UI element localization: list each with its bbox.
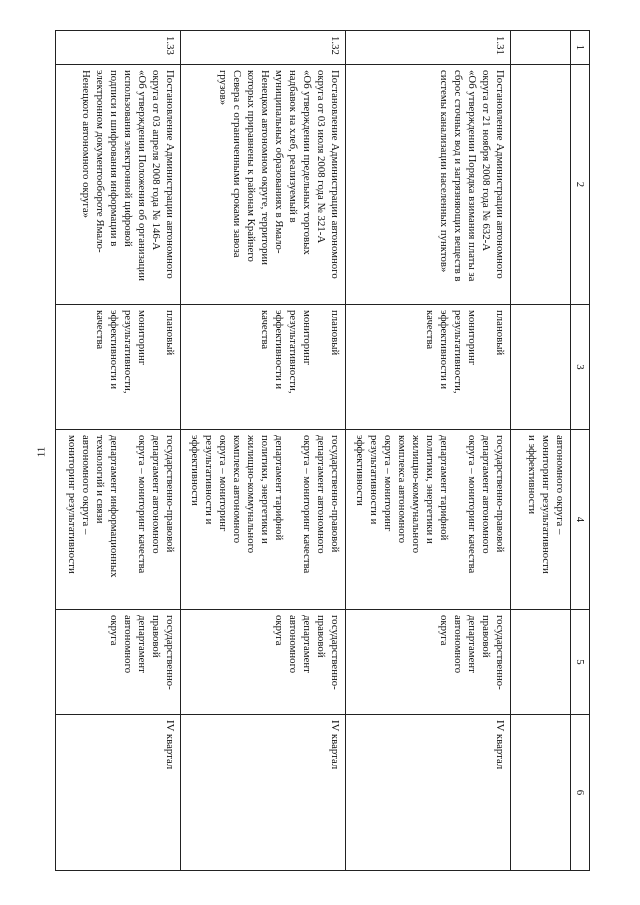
table-row: [346, 31, 511, 871]
deadline-cell: IV квартал: [346, 715, 511, 871]
legal-act-cell: Постановление Администрации автономного округа от 03 апреля 2008 года № 146-А «Об утверждении Положения об организации использования электронной цифровой подписи и шифрования информации в электронном документообороте Ямало- Ненецкого автономного округа»: [56, 65, 181, 305]
responsible-body-cell: государственно-правовой департамент автономного округа – мониторинг качества департамент информационных технологий и связи автономного округа – мониторинг результативности: [56, 430, 181, 610]
table-row: [181, 31, 346, 871]
column-header: 5: [571, 610, 590, 715]
rotated-page-content: [66, 30, 590, 870]
row-number: [511, 31, 571, 65]
monitoring-type-cell: плановый мониторинг результативности, эффективности и качества: [56, 305, 181, 430]
responsible-body-cell: государственно-правовой департамент автономного округа – мониторинг качества департамент тарифной политики, энергетики и жилищно-коммунального комплекса автономного округа – мониторинг результативности и эффективности: [181, 430, 346, 610]
coordinator-cell: государственно- правовой департамент автономного округа: [346, 610, 511, 715]
deadline-cell: IV квартал: [56, 715, 181, 871]
column-header: 4: [571, 430, 590, 610]
row-number: 1.32: [181, 31, 346, 65]
column-header: 6: [571, 715, 590, 871]
monitoring-type-cell: плановый мониторинг результативности, эффективности и качества: [346, 305, 511, 430]
deadline-cell: IV квартал: [181, 715, 346, 871]
responsible-body-cell: автономного округа – мониторинг результативности и эффективности: [511, 430, 571, 610]
monitoring-type-cell: [511, 305, 571, 430]
deadline-cell: [511, 715, 571, 871]
legal-act-cell: Постановление Администрации автономного округа от 03 июля 2008 года № 321-А «Об утверждении предельных торговых надбавок на хлеб, реализуемый в муниципальных образованиях в Ямало- Ненецком автономном округе, территории которых приравнены к районам Крайнего Севера с ограниченными сроками завоза грузов»: [181, 65, 346, 305]
column-header: 1: [571, 31, 590, 65]
table-row: [56, 31, 181, 871]
monitoring-type-cell: плановый мониторинг результативности, эффективности и качества: [181, 305, 346, 430]
table-header-row: [571, 31, 590, 871]
legal-act-cell: [511, 65, 571, 305]
coordinator-cell: государственно- правовой департамент автономного округа: [181, 610, 346, 715]
responsible-body-cell: государственно-правовой департамент автономного округа – мониторинг качества департамент тарифной политики, энергетики и жилищно-коммунального комплекса автономного округа – мониторинг результативности и эффективности: [346, 430, 511, 610]
row-number: 1.31: [346, 31, 511, 65]
table-row: [511, 31, 571, 871]
row-number: 1.33: [56, 31, 181, 65]
coordinator-cell: [511, 610, 571, 715]
column-header: 3: [571, 305, 590, 430]
page-number: 11: [35, 446, 48, 458]
legal-act-cell: Постановление Администрации автономного округа от 21 ноября 2008 года № 632-А «Об утверждении Порядка взимания платы за сброс сточных вод и загрязняющих веществ в системы канализации населенных пунктов»: [346, 65, 511, 305]
column-header: 2: [571, 65, 590, 305]
coordinator-cell: государственно- правовой департамент автономного округа: [56, 610, 181, 715]
monitoring-plan-table: [55, 30, 590, 871]
